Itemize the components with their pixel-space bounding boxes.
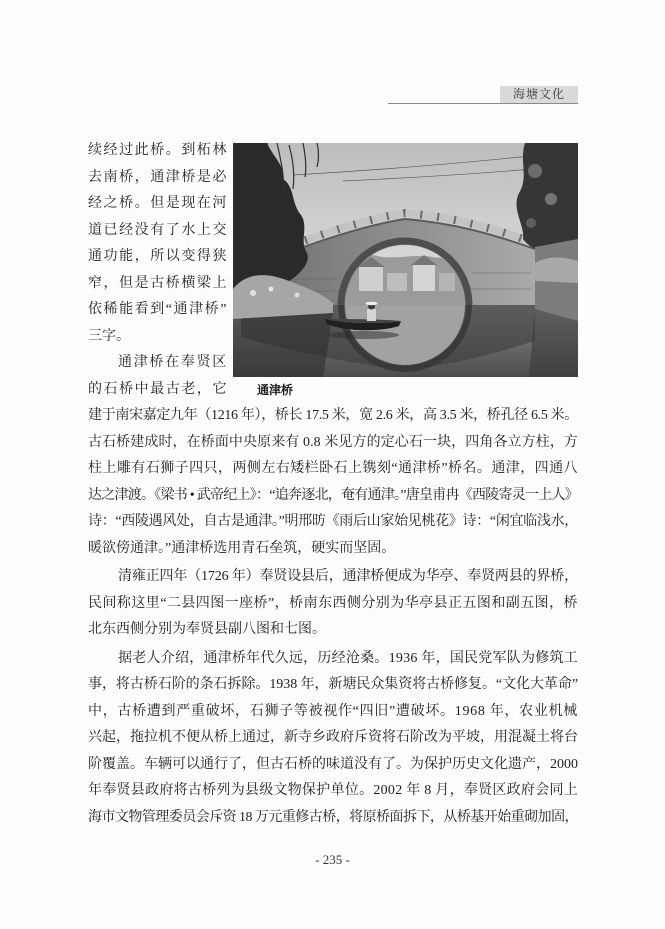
section-title-tab: 海塘文化 — [500, 86, 578, 103]
text-line: 民间称这里“二县四图一座桥”，桥南东西侧分别为华亭县正五图和副五图，桥 — [88, 595, 578, 611]
text-line: 通津桥在奉贤区 — [118, 355, 228, 370]
paragraph — [88, 138, 578, 350]
photo-caption: 通津桥 — [257, 383, 294, 397]
text-line: 诗：“西陵遇风处，自古是通津。”明邢昉《雨后山家始见桃花》诗：“闲宜临浅水， — [88, 514, 578, 529]
text-line: 北东西侧分别为奉贤县副八图和七图。 — [88, 622, 326, 637]
text-line: 柱上雕有石狮子四只，两侧左右矮栏卧石上镌刻“通津桥”桥名。通津，四通八 — [88, 461, 578, 476]
text-line: 建于南宋嘉定九年（1216 年），桥长 17.5 米，宽 2.6 米，高 3.5 米，桥孔径 6.5 米。 — [88, 408, 578, 423]
text-line: 阶覆盖。车辆可以通行了，但古石桥的味道没有了。为保护历史文化遗产，2000 — [88, 756, 578, 772]
page-number: - 235 - — [315, 852, 350, 867]
text-line: 年奉贤县政府将古桥列为县级文物保护单位。2002 年 8 月，奉贤区政府会同上 — [88, 783, 578, 798]
text-line: 道已经没有了水上交 — [88, 222, 228, 238]
paragraph — [88, 350, 578, 562]
text-line: 续经过此桥。到柘林 — [88, 143, 228, 158]
text-line: 古石桥建成时，在桥面中央原来有 0.8 米见方的定心石一块，四角各立方柱，方 — [88, 434, 578, 450]
text-line: 达之津渡。《梁书 • 武帝纪上》：“追奔逐北，奄有通津。”唐皇甫冉《西陵寄灵一上人》 — [88, 487, 578, 503]
text-line: 的石桥中最古老，它 — [88, 381, 228, 397]
header-rule — [388, 103, 578, 104]
text-line: 经之桥。但是现在河 — [88, 196, 228, 211]
text-line: 通功能，所以变得狭 — [88, 249, 228, 264]
text-line: 兴起，拖拉机不便从桥上通过，新寺乡政府斥资将石阶改为平坡，用混凝土将台 — [88, 730, 578, 745]
paragraph — [88, 564, 578, 644]
paragraph — [88, 646, 578, 832]
text-line: 据老人介绍，通津桥年代久远，历经沧桑。1936 年，国民党军队为修筑工 — [118, 650, 578, 666]
text-line: 依稀能看到“通津桥” — [88, 302, 228, 317]
text-line: 三字。 — [88, 328, 130, 344]
text-line: 清雍正四年（1726 年）奉贤设县后，通津桥便成为华亭、奉贤两县的界桥， — [118, 569, 578, 584]
text-line: 中，古桥遭到严重破坏，石狮子等被视作“四旧”遭破坏。1968 年，农业机械 — [88, 703, 578, 719]
text-line: 海市文物管理委员会斥资 18 万元重修古桥，将原桥面拆下，从桥基开始重砌加固， — [88, 809, 578, 825]
text-line: 去南桥，通津桥是必 — [88, 169, 228, 185]
text-line: 事，将古桥石阶的条石拆除。1938 年，新塘民众集资将古桥修复。“文化大革命” — [88, 677, 578, 692]
text-line: 暖欲傍通津。”通津桥选用青石垒筑，硬实而坚固。 — [88, 540, 396, 556]
text-line: 窄，但是古桥横梁上 — [88, 275, 228, 291]
body-text — [88, 138, 578, 831]
